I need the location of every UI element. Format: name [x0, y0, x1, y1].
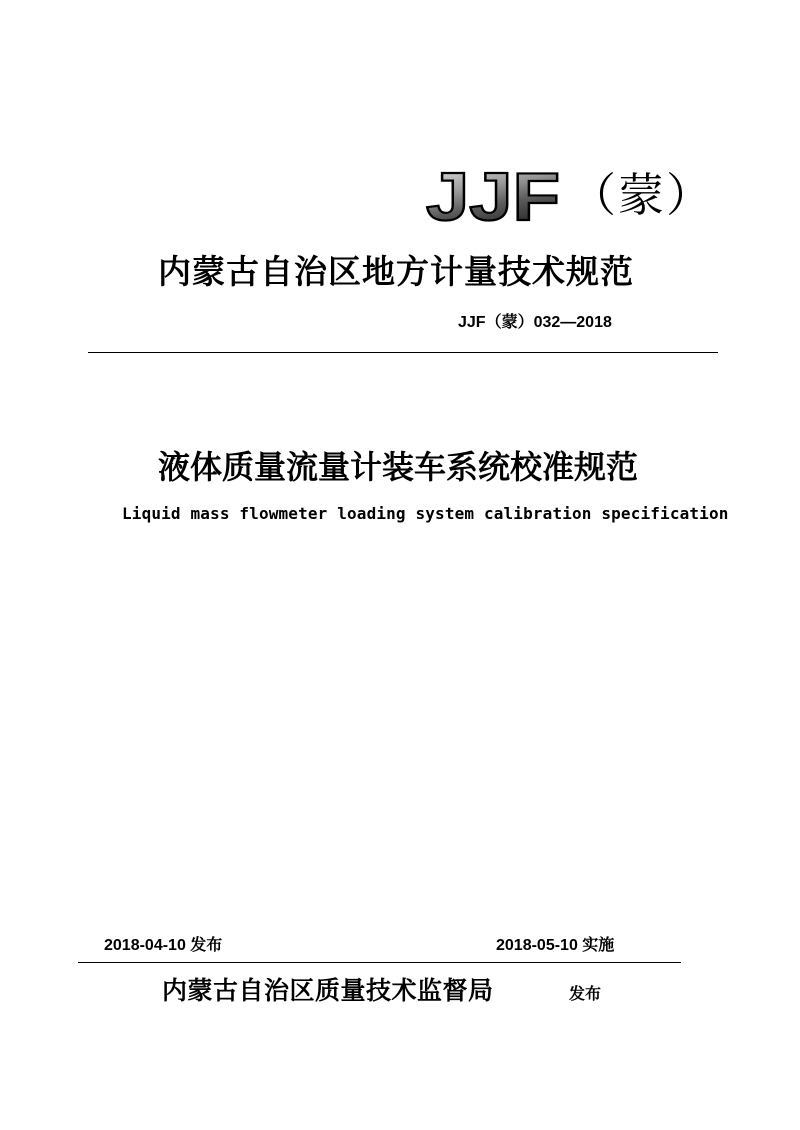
issuing-authority-suffix: 发布 — [569, 984, 602, 1003]
document-title-chinese: 液体质量流量计装车系统校准规范 — [158, 448, 639, 486]
authority-title: 内蒙古自治区地方计量技术规范 — [158, 252, 634, 291]
header-divider — [88, 352, 718, 353]
logo-region-suffix: （蒙） — [570, 168, 714, 222]
jjf-logo-letters — [424, 162, 564, 228]
footer-divider — [78, 962, 681, 963]
document-code: JJF（蒙）032—2018 — [458, 314, 612, 331]
jjf-logo-text: JJF — [426, 162, 560, 228]
issuing-authority: 内蒙古自治区质量技术监督局 — [162, 976, 494, 1005]
document-title-english: Liquid mass flowmeter loading system calibration specification — [122, 504, 729, 523]
implementation-date: 2018-05-10 实施 — [496, 937, 615, 954]
issue-date: 2018-04-10 发布 — [104, 937, 223, 954]
jjf-logo — [424, 160, 714, 230]
